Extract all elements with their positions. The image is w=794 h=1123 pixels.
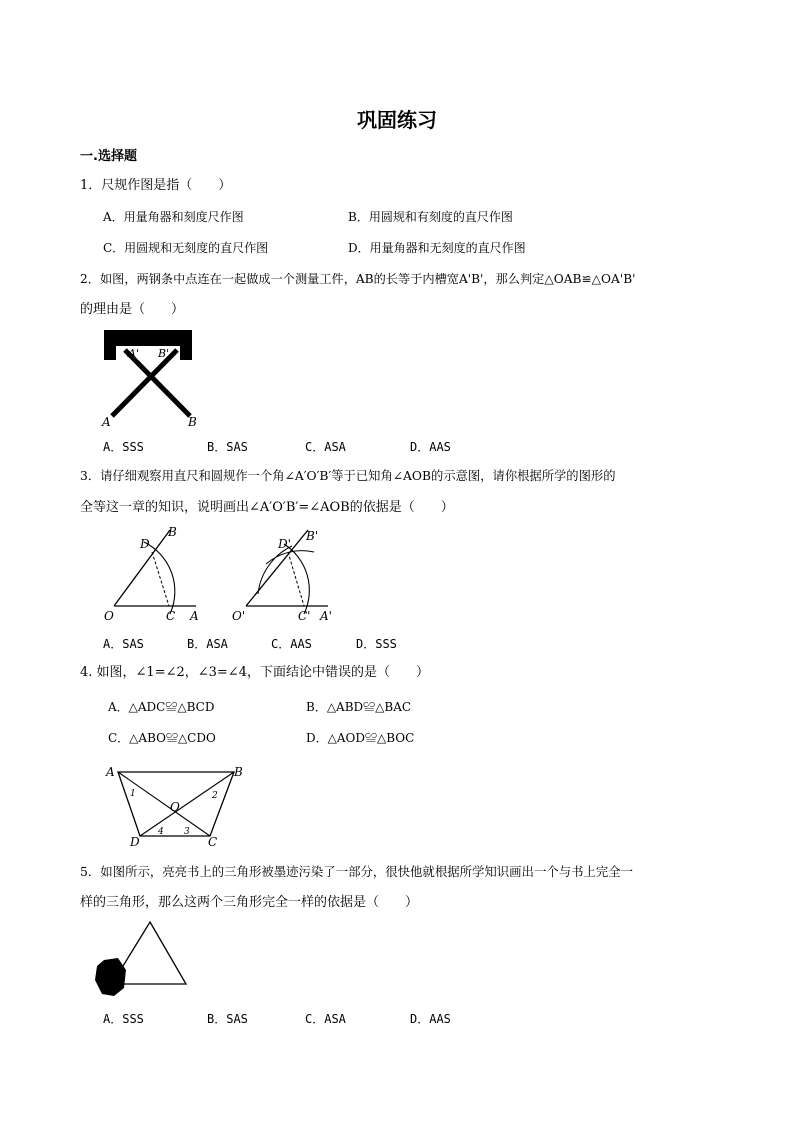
q4-label-a: A: [106, 765, 115, 779]
q1-option-b: B．用圆规和有刻度的直尺作图: [348, 210, 513, 224]
q3-label-a-prime: A': [320, 609, 332, 623]
q5-ink-triangle-figure: [92, 918, 192, 1000]
q2-label-b-prime: B': [158, 347, 170, 360]
q4-label-angle-3: 3: [184, 827, 190, 837]
q3-label-a: A: [190, 609, 199, 623]
q3-arc-dc: [144, 542, 175, 614]
q3-label-o: O: [104, 609, 114, 623]
q4-label-d: D: [130, 835, 140, 849]
q4-label-o: O: [170, 800, 180, 814]
q4-trapezoid-figure: [100, 762, 250, 848]
q3-label-b-prime: B': [306, 529, 319, 543]
q3-dashed-dc: [152, 552, 169, 606]
q3-label-o-prime: O': [232, 609, 246, 623]
q4-option-d: D．△AOD≌△BOC: [306, 731, 415, 745]
q4-label-c: C: [208, 835, 218, 849]
q2-label-b: B: [188, 415, 197, 429]
q3-option-a: A．SAS: [103, 637, 144, 651]
q2-option-a: A．SSS: [103, 440, 144, 454]
q5-option-b: B．SAS: [207, 1012, 248, 1026]
section-heading: 一.选择题: [80, 149, 137, 164]
q5-option-a: A．SSS: [103, 1012, 144, 1026]
q2-option-b: B．SAS: [207, 440, 248, 454]
q4-label-b: B: [234, 765, 243, 779]
q2-option-d: D．AAS: [410, 440, 451, 454]
question-2-stem-line2: 的理由是（ ）: [80, 302, 185, 317]
question-3-stem-line1: 3．请仔细观察用直尺和圆规作一个角∠A′O′B′等于已知角∠AOB的示意图，请你根据所学的图形的: [80, 469, 616, 483]
question-2-stem-line1: 2．如图，两钢条中点连在一起做成一个测量工件，AB的长等于内槽宽A'B'，那么判定△OAB≌△OA'B': [80, 272, 636, 286]
q3-label-c-prime: C': [298, 609, 311, 623]
q4-diagonal-ac: [118, 772, 210, 836]
q4-label-angle-4: 4: [158, 827, 164, 837]
q3-ray-o-prime-b-prime: [246, 530, 308, 606]
q4-option-b: B．△ABD≌△BAC: [306, 700, 412, 714]
q3-label-b: B: [168, 525, 177, 539]
q2-option-c: C．ASA: [305, 440, 346, 454]
q1-option-d: D．用量角器和无刻度的直尺作图: [348, 241, 526, 255]
q3-option-b: B．ASA: [187, 637, 228, 651]
q3-option-c: C．AAS: [271, 637, 312, 651]
q3-label-d: D: [140, 537, 150, 551]
q5-option-d: D．AAS: [410, 1012, 451, 1026]
q4-option-c: C．△ABO≌△CDO: [108, 731, 216, 745]
q3-label-c: C: [166, 609, 176, 623]
q1-option-c: C．用圆规和无刻度的直尺作图: [103, 241, 269, 255]
question-3-stem-line2: 全等这一章的知识，说明画出∠A′O′B′=∠AOB的依据是（ ）: [80, 500, 454, 515]
q3-dashed-d-prime-c-prime: [288, 552, 304, 606]
q4-label-angle-1: 1: [130, 789, 136, 799]
q5-ink-blot: [95, 958, 126, 996]
q4-label-angle-2: 2: [212, 791, 218, 801]
q4-option-a: A．△ADC≌△BCD: [108, 700, 215, 714]
question-5-stem-line1: 5．如图所示，亮亮书上的三角形被墨迹污染了一部分，很快他就根据所学知识画出一个与书上完全一: [80, 864, 634, 879]
q3-constructed-angle-figure: [228, 522, 348, 626]
q1-option-a: A．用量角器和刻度尺作图: [103, 210, 244, 224]
q2-label-a: A: [102, 415, 111, 429]
q2-label-a-prime: A': [128, 347, 139, 360]
q3-option-d: D．SSS: [356, 637, 397, 651]
question-1-stem: 1．尺规作图是指（ ）: [80, 178, 232, 193]
q3-label-d-prime: D': [278, 537, 291, 551]
q5-option-c: C．ASA: [305, 1012, 346, 1026]
q2-caliper-figure: [96, 326, 206, 432]
page-title: 巩固练习: [357, 108, 437, 132]
q3-original-angle-figure: [100, 522, 210, 626]
question-4-stem: 4. 如图，∠1=∠2，∠3=∠4，下面结论中错误的是（ ）: [80, 665, 429, 680]
question-5-stem-line2: 样的三角形，那么这两个三角形完全一样的依据是（ ）: [80, 895, 419, 910]
